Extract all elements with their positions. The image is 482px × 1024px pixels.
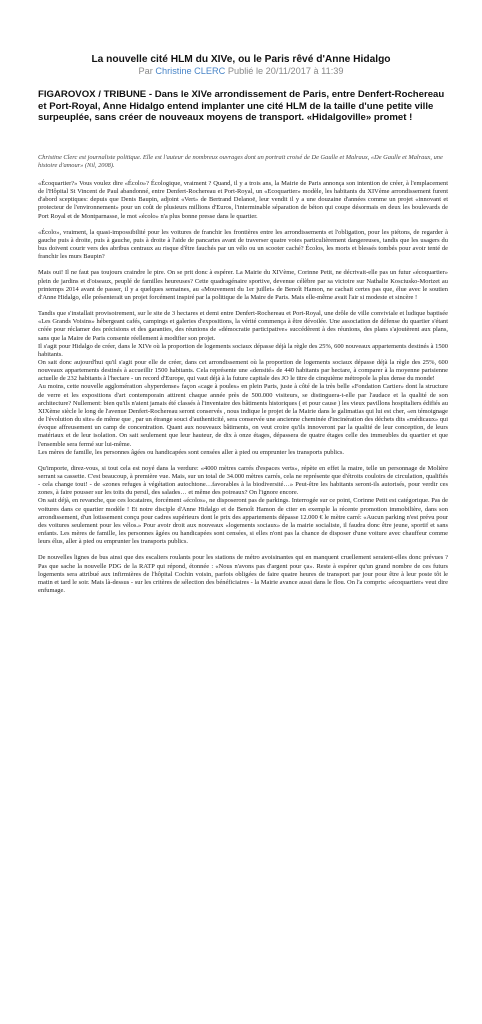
article-paragraph: Tandis que s'installait provisoirement, sur le site de 3 hectares et demi entre Denfert-Rochereau et Port-Royal, une drôle de ville conviviale et ludique baptisée «Les Grands Voisins» hébergeant cafés, campings et galeries d'expositions, la vérité commença à être dévoilée. Une association de défense du quartier s'étant créée pour réclamer des précisions et des garanties, des réunions de «démocratie participative» succédèrent à des réunions, des plans s'ajoutèrent aux plans, sans que la Maire de Paris consente réellement à modifier son projet. Il s'agit pour Hidalgo de créer, dans le XIVe où la proportion de logements sociaux dépasse déjà la règle des 25%, 600 nouveaux appartements destinés à 1500 habitants. On sait donc aujourd'hui qu'il s'agit pour elle de créer, dans cet arrondissement où la proportion de logements sociaux dépasse déjà la règle des 25%, 600 nouveaux appartements destinés à accueillir 1500 habitants. Cela représente une «densité» de 440 habitants par hectare, à comparer à la moyenne parisienne actuelle de 232 habitants à l'hectare - un record d'Europe, qui vaut déjà à la future capitale des JO le titre de cinquième métropole la plus dense du monde! Au moins, cette nouvelle agglomération «hyperdense» façon «cage à poules» en plein Paris, juste à côté de la très belle «Fondation Cartier» dont la structure de verre et les expositions d'art contemporain attirent chaque année près de 500.000 visiteurs, se distinguera-t-elle par l'audace et la qualité de son architecture? Nullement: bien qu'ils n'aient jamais été classés à l'inventaire des bâtiments historiques ( et pour cause ) les vieux pavillons hospitaliers édifiés au XIXème siècle le long de l'avenue Denfert-Rochereau seront conservés , nous indique le projet de la Mairie dans le galimatias qui lui est cher, «en témoignage de l'évolution du site» de même que , par un étrange souci d'authenticité, sera conservée une ancienne cheminée d'incinération des déchets dits «médicaux» qui évoque affreusement un camp de concentration. Quant aux nouveaux bâtiments, on veut croire qu'ils innoveront par la qualité de leur conception, de leurs matériaux et de leur isolation. On sait seulement que leur hauteur, de dix à onze étages, dépassera de quatre étages celle des immeubles du quartier et que l'ensemble sera fermé sur lui-même. Les mères de famille, les personnes âgées ou handicapées sont censées aller à pied ou emprunter les transports publics. [38, 310, 448, 456]
article-title: La nouvelle cité HLM du XIVe, ou le Paris rêvé d'Anne Hidalgo [91, 54, 391, 65]
article-paragraph: Qu'importe, direz-vous, si tout cela est noyé dans la verdure: «4000 mètres carrés d'espaces verts», répète en effet la maire, telle un personnage de Molière serrant sa cassette. C'est beaucoup, à première vue. Mais, sur un total de 34.000 mètres carrés, cela ne représente que d'étroits couloirs de circulation, qualifiés - cela change tout! - de «zones refuges à végétation autochtone…favorables à la biodiversité…» Peut-être les habitants seront-ils autorisés, pour verdir ces zones, à faire pousser sur les toits du persil, des salades… et même des poireaux? On l'ignore encore. On sait déjà, en revanche, que ces locataires, forcément «écolos», ne disposeront pas de parkings. Interrogée sur ce point, Corinne Petit est catégorique. Pas de voitures dans ce quartier modèle ! Et notre disciple d'Anne Hidalgo et de Benoît Hamon de citer en exemple la récente promotion immobilière, dans son arrondissement, d'un lotissement conçu pour cadres supérieurs dont le prix des appartements dépasse 12.000 € le mètre carré: «Aucun parking n'est prévu pour des voitures seulement pour les vélos.» Pour avoir droit aux nouveaux «logements sociaux» de la mairie socialiste, il faudra donc être jeune, sportif et sans enfants. Les mères de famille, les personnes âgées ou handicapées sont censées, si elles n'ont pas la chance de disposer d'une voiture avec chauffeur comme leurs élus, aller à pied ou emprunter les transports publics. [38, 464, 448, 546]
article-paragraph: «Écolo», vraiment, la quasi-impossibilité pour les voitures de franchir les frontières entre les arrondissements et l'obligation, pour les piétons, de regarder à gauche puis à droite, puis à gauche, puis à droite à l'aide de pancartes avant de traverser quatre voies particulièrement dangereuses, tandis que les usagers du bus doivent courir vers des abribus centraux au risque d'être fauchés par un vélo ou un scooter caché? Écolos, les morts et blessés tombés pour avoir tenté de franchir les murs Baupin? [38, 228, 448, 261]
by-label: Par [138, 66, 153, 76]
article-lead: FIGAROVOX / TRIBUNE - Dans le XIVe arrondissement de Paris, entre Denfert-Rochereau et Port-Royal, Anne Hidalgo entend implanter une cité HLM de la taille d'une petite ville surpeuplée, sans créer de nouveaux moyens de transport. «Hidalgoville» promet ! [38, 89, 445, 124]
article-body [38, 180, 448, 603]
author-link[interactable]: Christine CLERC [155, 66, 226, 76]
publish-date: Publié le 20/11/2017 à 11:39 [227, 66, 344, 76]
article-paragraph: «Écoquartier?» Vous voulez dire «Écolo»? Écologique, vraiment ? Quand, il y a trois ans, la Mairie de Paris annonça son intention de créer, à l'emplacement de l'Hôpital St Vincent de Paul abandonné, entre Denfert-Rochereau et Port-Royal, un «Ecoquartier» modèle, les habitants du XIVème arrondissement furent d'abord sceptiques: depuis que Denis Baupin, adjoint «Vert» de Bertrand Delanoë, leur vendit il y a une douzaine d'années comme un projet «innovant et protecteur de l'environnement» pour un coût de plusieurs millions d'Euros, l'interminable séparation de béton qui coupe désormais en deux les boulevards de Port Royal et de Montparnasse, le mot «écolo» n'a plus bonne presse dans le quartier. [38, 180, 448, 220]
author-bio: Christine Clerc est journaliste politique. Elle est l'auteur de nombreux ouvrages dont un portrait croisé de De Gaulle et Malraux, «De Gaulle et Malraux, une histoire d'amour» (Nil, 2008). [38, 154, 443, 170]
byline [20, 66, 462, 76]
article-paragraph: Mais oui! Il ne faut pas toujours craindre le pire. On se prit donc à espérer. La Mairie du XIVème, Corinne Petit, ne décrivait-elle pas un futur «écoquartier» plein de jardins et d'oiseaux, peuplé de familles heureuses? Cette quadragénaire sportive, devenue célèbre par sa victoire sur Nathalie Kosciusko-Morizet au printemps 2014 avant de passer, il y a quelques semaines, au «Mouvement du 1er juillet» de Benoît Hamon, ne cachait certes pas que, élue avec le soutien d'Anne Hidalgo, elle présenterait un projet forcément inspiré par la politique de la Maire de Paris. Mais elle-même avait l'air si modeste et sincère ! [38, 269, 448, 301]
article-paragraph: De nouvelles lignes de bus ainsi que des escaliers roulants pour les stations de métro avoisinantes qui en manquent cruellement seraient-elles donc prévues ? Pas que sache la nouvelle PDG de la RATP qui répond, étonnée : «Nous n'avons pas d'argent pour ça». Reste à espérer qu'un grand nombre de ces futurs logements sera attribué aux infirmières de l'hôpital Cochin voisin, parfois obligées de faire quatre heures de transport par jour pour être à leur poste tôt le matin et tard le soir. Mais là-dessus - sur les critères de sélection des bénéficiaires - la Mairie avance aussi dans le flou. On l'a compris: «écoquartier» veut dire enfumage. [38, 554, 448, 595]
